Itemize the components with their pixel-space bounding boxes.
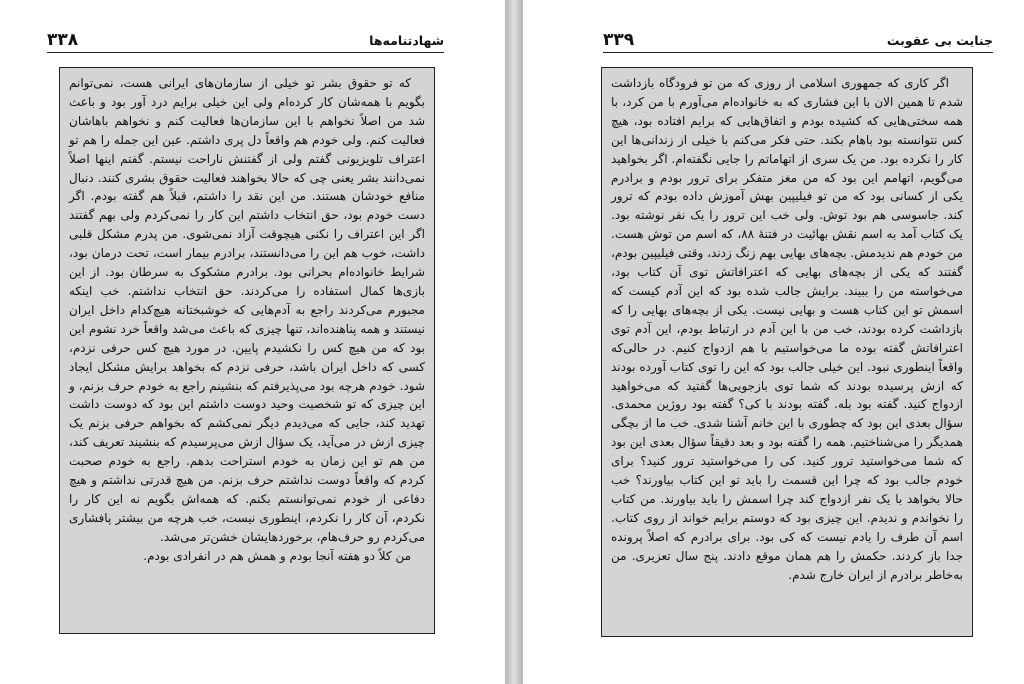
left-page-header [47,22,444,53]
book-gutter [506,0,522,684]
right-running-title: جنایت بی عقوبت [886,33,993,48]
left-page [0,0,506,684]
left-text-box [59,67,435,634]
right-page-number: ۳۳۹ [603,30,635,50]
left-running-title: شهادتنامه‌ها [369,33,444,48]
right-page-header [603,22,993,53]
left-page-number: ۳۳۸ [47,30,79,50]
paragraph: اگر کاری که جمهوری اسلامی از روزی که من تو فرودگاه بازداشت شدم تا همین الان با این فشاری که به خانواده‌ام می‌آورم با من کرد، با همه سختی‌هایی که کشیده بودم و اتفاق‌هایی که برایم افتاده بود، هیچ کس نتوانسته بود باهام بکند. حتی فکر می‌کنم با خیلی از زندانی‌ها این کار را نکرده بود. من یک سری از اتهاماتم را جایی نگفته‌ام. اگر بخواهید می‌گویم، اتهامم این بود که من مغز متفکر برای ترور بودم و برادرم یکی از کسانی بود که من تو فیلیپین بهش آموزش داده بودم که ترور کند. جاسوسی هم بود توش. ولی خب این ترور را یک نفر نوشته بود. یک کتاب آمد به اسم نقش بهائیت در فتنهٔ ۸۸، که اسم من توش هست. من خودم هم ندیدمش. بچه‌های بهایی بهم زنگ زدند، وقتی فیلیپین بودم، گفتند که یکی از بچه‌های بهایی که اعترافاتش توی آن کتاب بود، می‌خواسته من را ببیند. برایش جالب شده بود که این آدم کیست که اسمش تو این کتاب هست و بهایی نیست. یکی از بچه‌های بهایی را که بازداشت کرده بودند، خب من با این آدم در ارتباط بودم، این آدم توی اعترافاتش گفته بوده ما می‌خواستیم با هم ازدواج کنیم. در حالی‌که واقعاً اینطوری نبود. این خیلی جالب بود که این را توی کتاب آورده بودند که ازش پرسیده بودند که شما توی بازجویی‌ها گفتید که می‌خواهید ازدواج کنید. گفته بود بله. گفته بودند با کی؟ گفته بود روژین محمدی. سؤال بعدی این بود که چطوری با این خانم آشنا شدی. خب ما از بچگی همدیگر را می‌شناختیم. همه را گفته بود و بعد دقیقاً سؤال بعدی این بود که شما می‌خواستید ترور کنید. کی را می‌خواستید ترور کنید؟ برای خودم جالب بود که چرا این قسمت را باید تو این کتاب بیاورند؟ خب حالا بخواهد با یک نفر ازدواج کند چرا اسمش را باید بیاورند. من کتاب را نخواندم و ندیدم. این چیزی بود که دوستم برایم خواند از روی کتاب. اسم آن طرف را یادم نیست که کی بود. برای برادرم که اصلاً پرونده جدا باز کردند. حکمش را هم همان موقع دادند. پنج سال تعزیری. من به‌خاطر برادرم از ایران خارج شدم. [611,76,963,582]
right-page [522,0,1024,684]
paragraph: که تو حقوق بشر تو خیلی از سازمان‌های ایرانی هست، نمی‌توانم بگویم با همه‌شان کار کرده‌ام ولی این خیلی برایم درد آور بود و باعث شد من اصلاً نخواهم با این سازمان‌ها فعالیت کنم و نخواهم باهاشان فعالیت کنم. ولی خودم هم واقعاً دل پری داشتم. عین این جمله را هم تو اعتراف تلویزیونی گفتم ولی از گفتنش ناراحت نیستم. گفتم اینها اصلاً نمی‌دانند بشر یعنی چی که حالا بخواهند فعالیت حقوق بشری کنند. دنبال منافع خودشان هستند. من این نقد را داشتم، قبلاً هم گفته بودم. اگر دست خودم بود، حق انتخاب داشتم این کار را نمی‌کردم ولی بهم گفتند اگر این اعتراف را نکنی هیچوقت آزاد نمی‌شوی. من پدرم مشکل قلبی داشت، خوب هم این را می‌دانستند، برادرم بیمار است، تحت درمان بود، شرایط خانواده‌ام بحرانی بود. برادرم مشکوک به سرطان بود. از این بازی‌ها کمال استفاده را می‌کردند. حق انتخاب نداشتم. خب اینکه مجبورم می‌کردند راجع به آدم‌هایی که خوشبختانه هیچ‌کدام داخل ایران نیستند و همه پناهنده‌اند، تنها چیزی که باعث می‌شد واقعاً خرد نشوم این بود که من هیچ کس را نکشیدم پایین. در مورد هیچ کس حرفی نزدم، کسی که داخل ایران باشد، حرفی نزدم که بخواهد برایش مشکل ایجاد شود. خودم هرچه بود می‌پذیرفتم که بنشینم راجع به خودم حرف بزنم، و این چیزی که تو شخصیت وحید دوست داشتم این بود که دوست داشت تهدید کند، جایی که می‌دیدم دیگر نمی‌کشم که بخواهم حرفی بزنم یک چیزی ازش در می‌آید، یک سؤال ازش می‌پرسیدم که بنشیند تعریف کند، من هم تو این زمان به خودم استراحت بدهم. راجع به خودم صحبت کردم که واقعاً دوست نداشتم حرف بزنم. من هیچ قدرتی نداشتم و هیچ دفاعی از خودم نمی‌توانستم بکنم. که همه‌اش بگویم نه این کار را نکردم، آن کار را نکردم، اینطوری نیست، خب هرچه من بیشتر پافشاری می‌کردم رو حرف‌هام، برخوردهایشان خشن‌تر می‌شد. [69,76,425,544]
paragraph: من کلاً دو هفته آنجا بودم و همش هم در انفرادی بودم. [143,548,411,563]
right-text-box [601,67,973,637]
